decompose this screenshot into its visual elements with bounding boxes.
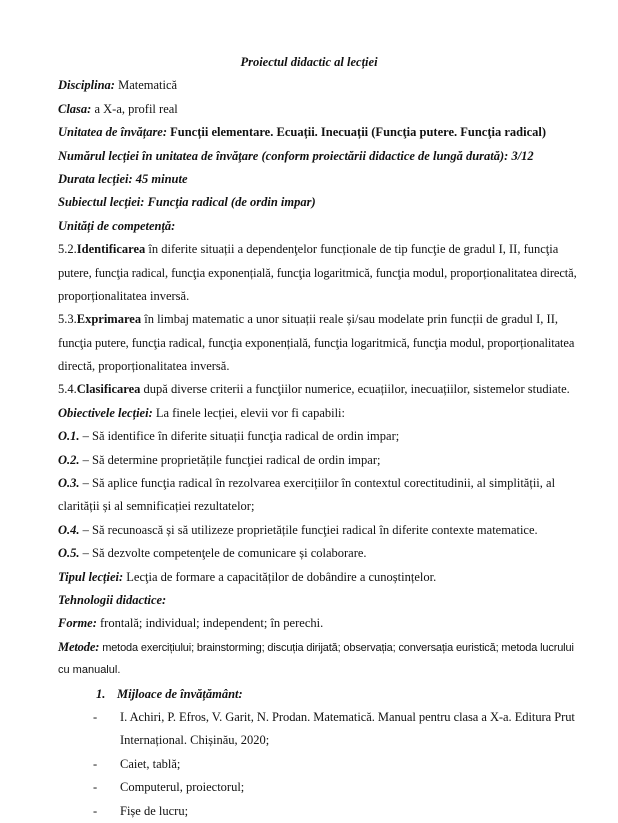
field-subiectul: Subiectul lecției: Funcţia radical (de ordin impar): [58, 195, 316, 210]
competenta-5-2-line-2: putere, funcţia radical, funcţia exponențială, funcţia logaritmică, funcţia modul, proporționalitatea directă,: [58, 265, 577, 280]
mijloace-item-1-line-2: Internațional. Chișinău, 2020;: [120, 733, 270, 748]
competenta-5-3-line-2: funcţia putere, funcţia radical, funcţia exponențială, funcţia logaritmică, funcţia modul, proporționalitatea: [58, 335, 575, 350]
competenta-text: în limbaj matematic a unor situații reale și/sau modelate prin funcții de gradul I, II,: [141, 312, 558, 327]
obiectiv-o5: [58, 542, 578, 565]
obiectiv-text: – Să determine proprietățile funcţiei radical de ordin impar;: [79, 452, 381, 467]
mijloace-label: Mijloace de învățământ:: [117, 686, 243, 701]
field-numarul: Numărul lecției în unitatea de învăţare (conform proiectării didactice de lungă durată): 3/12: [58, 148, 534, 163]
obiectiv-o3-line-1: [58, 472, 578, 495]
competenta-text: după diverse criterii a funcţiilor numerice, ecuațiilor, inecuațiilor, sistemelor studiate.: [140, 382, 570, 397]
bullet-dash: -: [93, 780, 98, 795]
competenta-keyword: Clasificarea: [76, 382, 141, 397]
obiectiv-text: – Să recunoască și să utilizeze proprietățile funcţiei radical în diferite contexte matematice.: [79, 522, 538, 537]
metode-label: Metode:: [58, 639, 100, 654]
field-unitatea: [58, 121, 578, 144]
tehnologii-heading: Tehnologii didactice:: [58, 592, 167, 607]
field-value: a X-a, profil real: [91, 101, 178, 116]
obiective-intro: La finele lecției, elevii vor fi capabili:: [152, 405, 346, 420]
competenta-number: 5.3.: [58, 312, 77, 327]
field-label: Disciplina:: [58, 78, 115, 93]
obiectiv-text: – Să aplice funcţia radical în rezolvarea exercițiilor în contextul corectitudinii, al simplității, al: [79, 476, 556, 491]
obiectiv-code: O.2.: [58, 452, 80, 467]
obiectiv-text: – Să identifice în diferite situații funcţia radical de ordin impar;: [79, 429, 400, 444]
field-label: Clasa:: [58, 101, 92, 116]
competenta-5-3-line-1: [58, 308, 578, 331]
obiectiv-code: O.5.: [58, 546, 80, 561]
competenta-5-3-line-3: directă, proporționalitatea inversă.: [58, 359, 230, 374]
metode-value: metoda exercițiului; brainstorming; discuția dirijată; observația; conversația euristică; metoda lucrului: [99, 641, 574, 654]
obiectiv-o3-line-2: clarității și al semnificației rezultatelor;: [58, 499, 255, 514]
mijloace-item-text: Computerul, proiectorul;: [120, 780, 245, 795]
competenta-5-2-line-3: proporționalitatea inversă.: [58, 288, 190, 303]
metode-line-2: cu manualul.: [58, 664, 121, 677]
tipul-label: Tipul lecției:: [58, 569, 124, 584]
tipul-value: Lecţia de formare a capacităților de dobândire a cunoștințelor.: [123, 569, 437, 584]
obiective-heading: [58, 402, 578, 425]
mijloace-item-3: [0, 776, 618, 799]
mijloace-item-text: Fișe de lucru;: [120, 803, 189, 818]
mijloace-item-1-line-1: [0, 706, 618, 729]
mijloace-heading: [0, 683, 618, 706]
forme: [58, 612, 578, 635]
bullet-dash: -: [93, 709, 98, 724]
mijloace-item-text: Caiet, tablă;: [120, 756, 181, 771]
competenta-5-2-line-1: [58, 238, 578, 261]
obiectiv-o1: [58, 425, 578, 448]
competenta-5-4-line-1: [58, 378, 578, 401]
list-number: 1.: [96, 686, 106, 701]
field-durata: Durata lecției: 45 minute: [58, 171, 188, 186]
obiectiv-code: O.4.: [58, 522, 80, 537]
document-title: Proiectul didactic al lecției: [240, 55, 378, 69]
metode-line-1: [58, 636, 578, 659]
competenta-text: în diferite situații a dependenţelor funcționale de tip funcţie de gradul I, II, funcţia: [145, 242, 559, 257]
forme-label: Forme:: [58, 616, 97, 631]
field-value: Funcții elementare. Ecuații. Inecuații (Funcţia putere. Funcţia radical): [167, 125, 547, 140]
obiective-label: Obiectivele lecției:: [58, 405, 153, 420]
field-label: Unitatea de învățare:: [58, 125, 168, 140]
obiectiv-o2: [58, 449, 578, 472]
field-disciplina: [58, 74, 578, 97]
competenta-number: 5.2.: [58, 242, 77, 257]
obiectiv-code: O.1.: [58, 429, 80, 444]
competenta-keyword: Identificarea: [76, 242, 146, 257]
forme-value: frontală; individual; independent; în perechi.: [96, 616, 324, 631]
competenta-number: 5.4.: [58, 382, 77, 397]
field-value: Matematică: [114, 78, 178, 93]
field-unitati: Unități de competență:: [58, 218, 176, 233]
obiectiv-text: – Să dezvolte competenţele de comunicare și colaborare.: [79, 546, 367, 561]
obiectiv-code: O.3.: [58, 476, 80, 491]
obiectiv-o4: [58, 519, 578, 542]
mijloace-item-text: I. Achiri, P. Efros, V. Garit, N. Prodan. Matematică. Manual pentru clasa a X-a. Editura Prut: [120, 709, 575, 724]
mijloace-item-2: [0, 753, 618, 776]
competenta-keyword: Exprimarea: [76, 312, 142, 327]
bullet-dash: -: [93, 803, 98, 818]
tipul-lectiei: [58, 566, 578, 589]
field-clasa: [58, 98, 578, 121]
mijloace-item-4: [0, 800, 618, 823]
bullet-dash: -: [93, 756, 98, 771]
